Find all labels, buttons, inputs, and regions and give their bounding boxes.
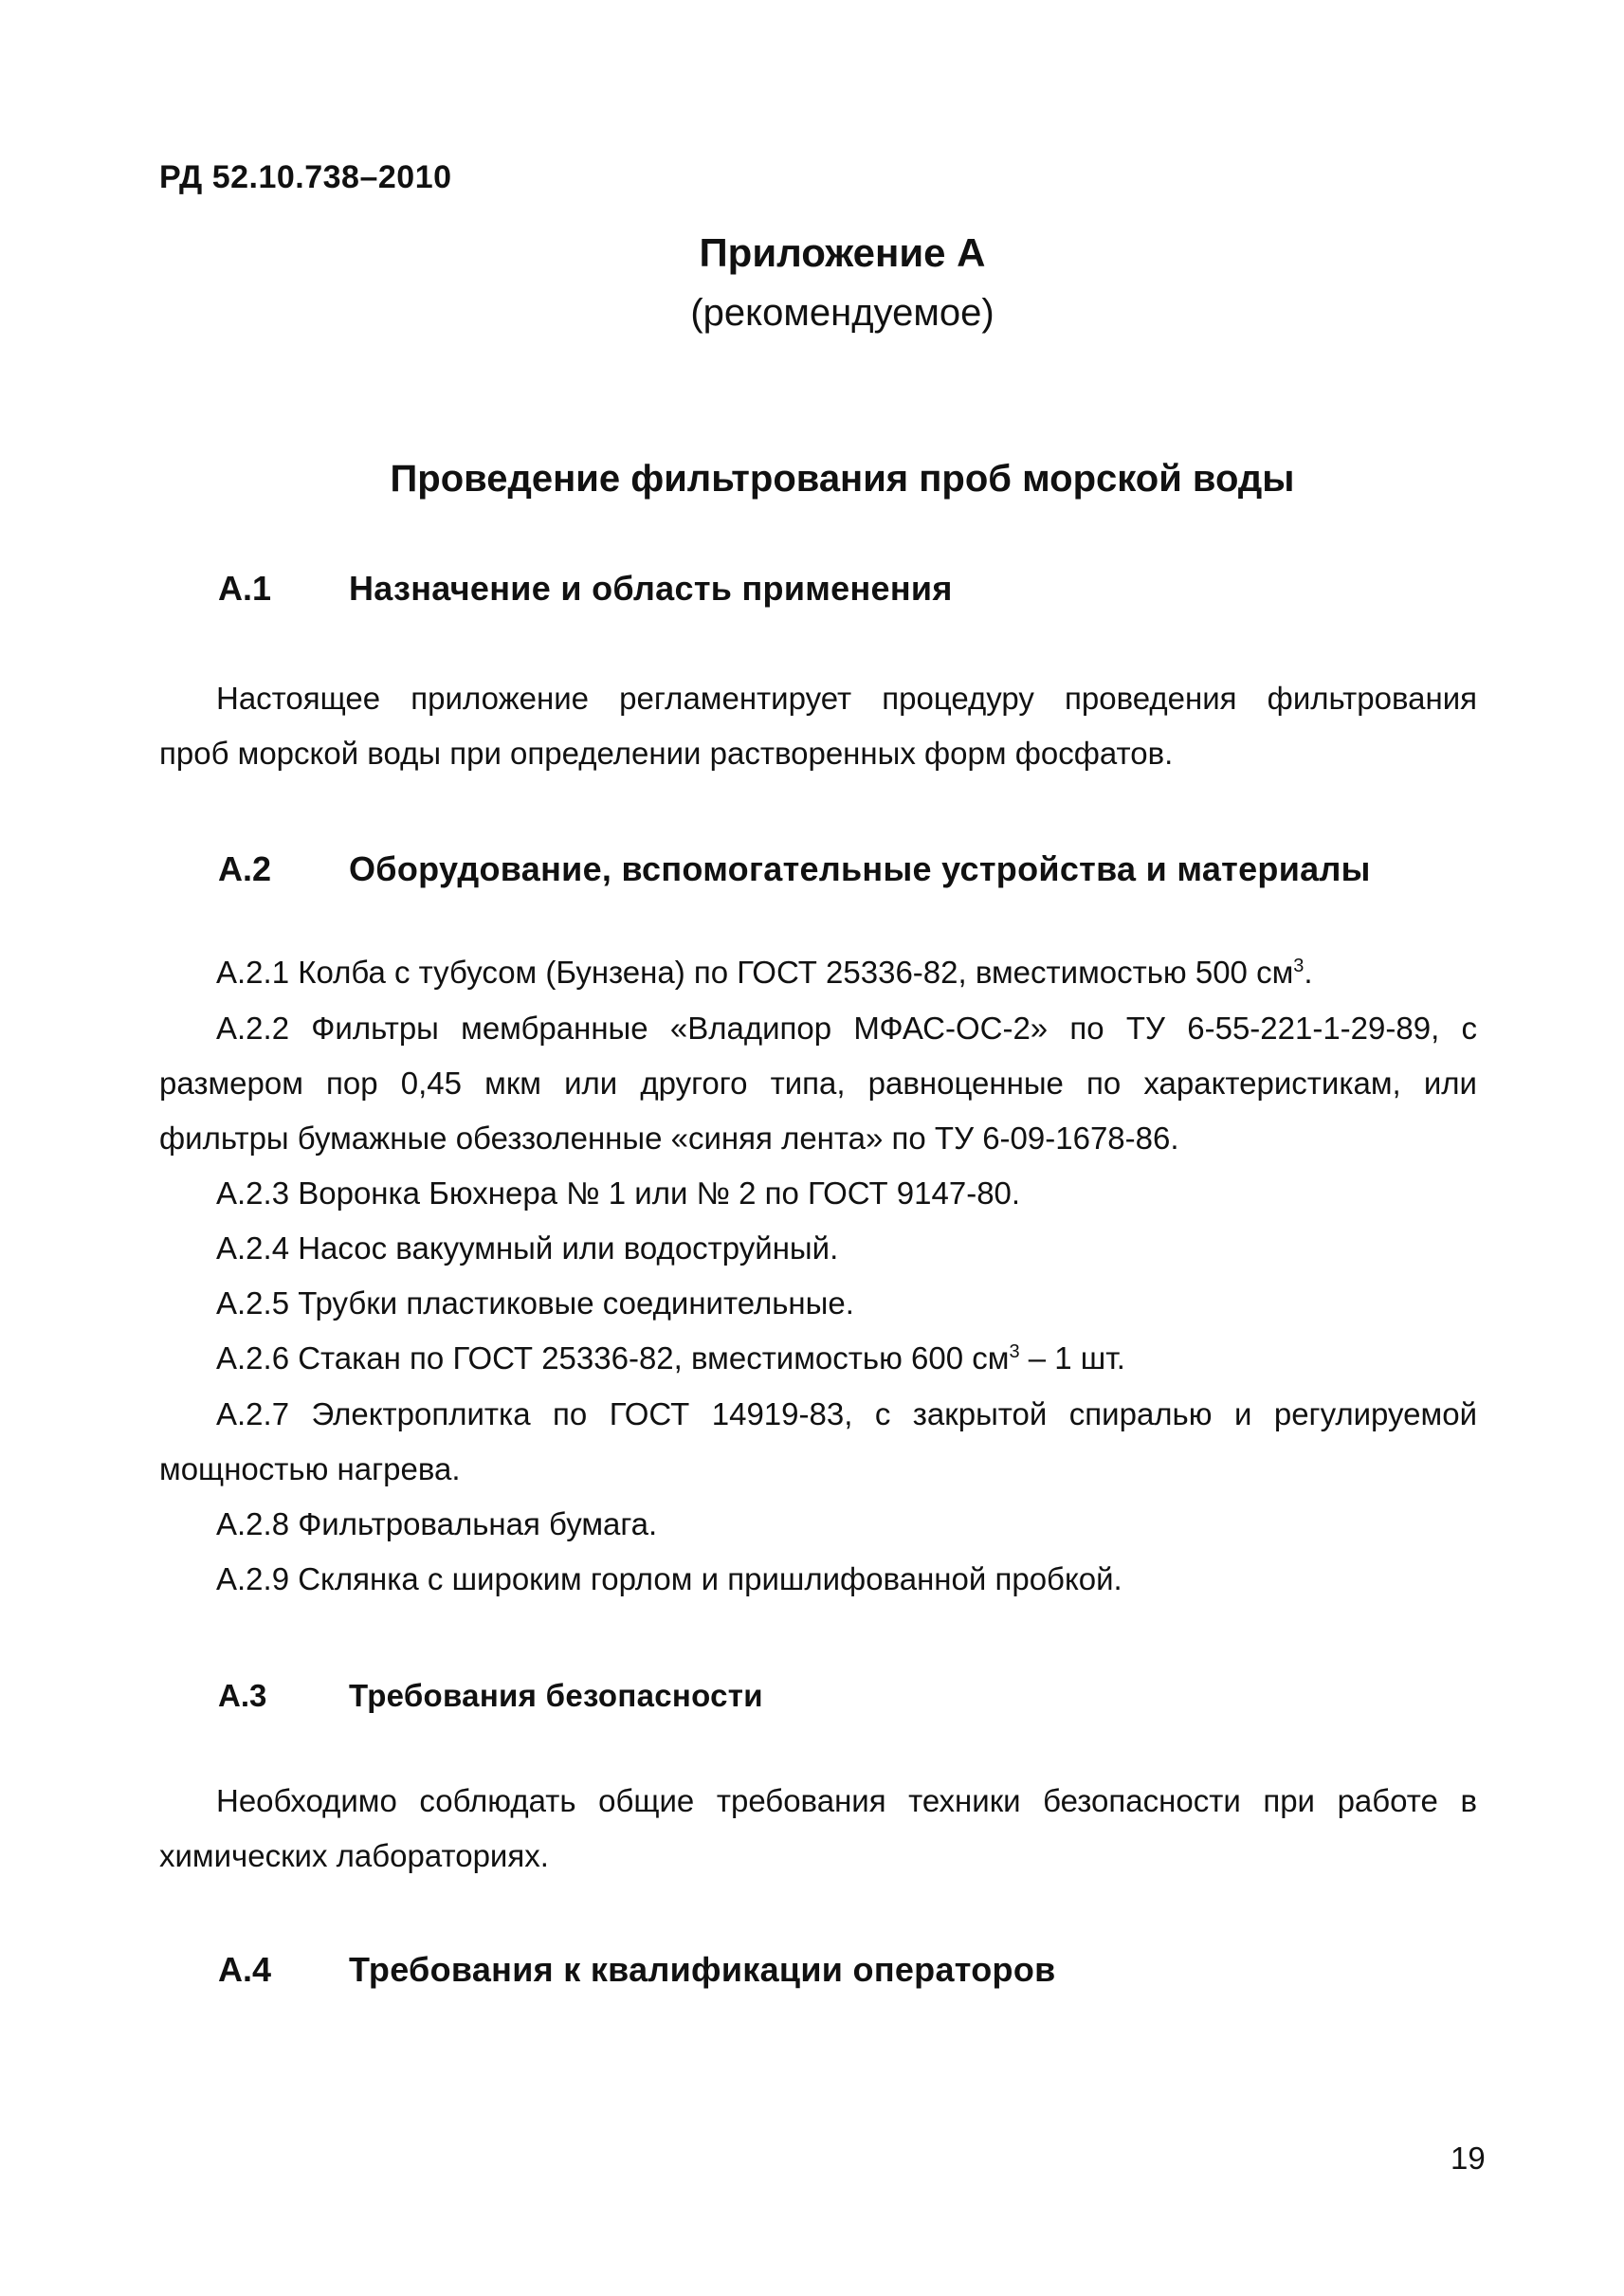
section-number-a3: А.3 xyxy=(218,1678,267,1713)
a2-item-2-line-3: фильтры бумажные обеззоленные «синяя лента» по ТУ 6-09-1678-86. xyxy=(159,1121,1179,1156)
a2-item-5: А.2.5 Трубки пластиковые соединительные. xyxy=(216,1285,854,1321)
section-title-a3: Требования безопасности xyxy=(349,1678,763,1713)
a2-item-9: А.2.9 Склянка с широким горлом и пришлифованной пробкой. xyxy=(216,1561,1122,1596)
a2-item-4: А.2.4 Насос вакуумный или водоструйный. xyxy=(216,1230,839,1266)
document-code: РД 52.10.738–2010 xyxy=(159,159,452,195)
a1-text-line-1: Настоящее приложение регламентирует процедуру проведения фильтрования xyxy=(216,681,1477,716)
a1-text-line-2: проб морской воды при определении растворенных форм фосфатов. xyxy=(159,736,1174,771)
a3-text-line-1: Необходимо соблюдать общие требования техники безопасности при работе в xyxy=(216,1783,1477,1818)
a2-item-7-line-2: мощностью нагрева. xyxy=(159,1451,461,1486)
section-title-a1: Назначение и область применения xyxy=(349,569,953,608)
a2-item-8: А.2.8 Фильтровальная бумага. xyxy=(216,1506,658,1541)
section-title-a4: Требования к квалификации операторов xyxy=(349,1950,1056,1989)
a2-item-1: А.2.1 Колба с тубусом (Бунзена) по ГОСТ 25336-82, вместимостью 500 $см^3$. xyxy=(216,955,1313,990)
a3-text-line-2: химических лабораториях. xyxy=(159,1838,549,1873)
a2-item-2-line-1: А.2.2 Фильтры мембранные «Владипор МФАС-ОС-2» по ТУ 6-55-221-1-29-89, с xyxy=(216,1011,1477,1046)
a2-item-6: А.2.6 Стакан по ГОСТ 25336-82, вместимостью 600 $см^3 - 1$ шт. xyxy=(216,1340,1125,1376)
section-number-a2: А.2 xyxy=(218,849,272,888)
section-title-a2: Оборудование, вспомогательные устройства и материалы xyxy=(349,849,1371,888)
a2-item-7-line-1: А.2.7 Электроплитка по ГОСТ 14919-83, с закрытой спиралью и регулируемой xyxy=(216,1396,1477,1431)
appendix-status: (рекомендуемое) xyxy=(690,292,994,334)
a2-item-3: А.2.3 Воронка Бюхнера № 1 или № 2 по ГОСТ 9147-80. xyxy=(216,1175,1021,1211)
section-number-a4: А.4 xyxy=(218,1950,272,1989)
page-number: 19 xyxy=(1451,2141,1486,2176)
appendix-title: Приложение А xyxy=(699,230,986,275)
main-heading: Проведение фильтрования проб морской воды xyxy=(390,458,1295,500)
a2-item-2-line-2: размером пор 0,45 мкм или другого типа, равноценные по характеристикам, или xyxy=(159,1066,1477,1101)
section-number-a1: А.1 xyxy=(218,569,272,608)
